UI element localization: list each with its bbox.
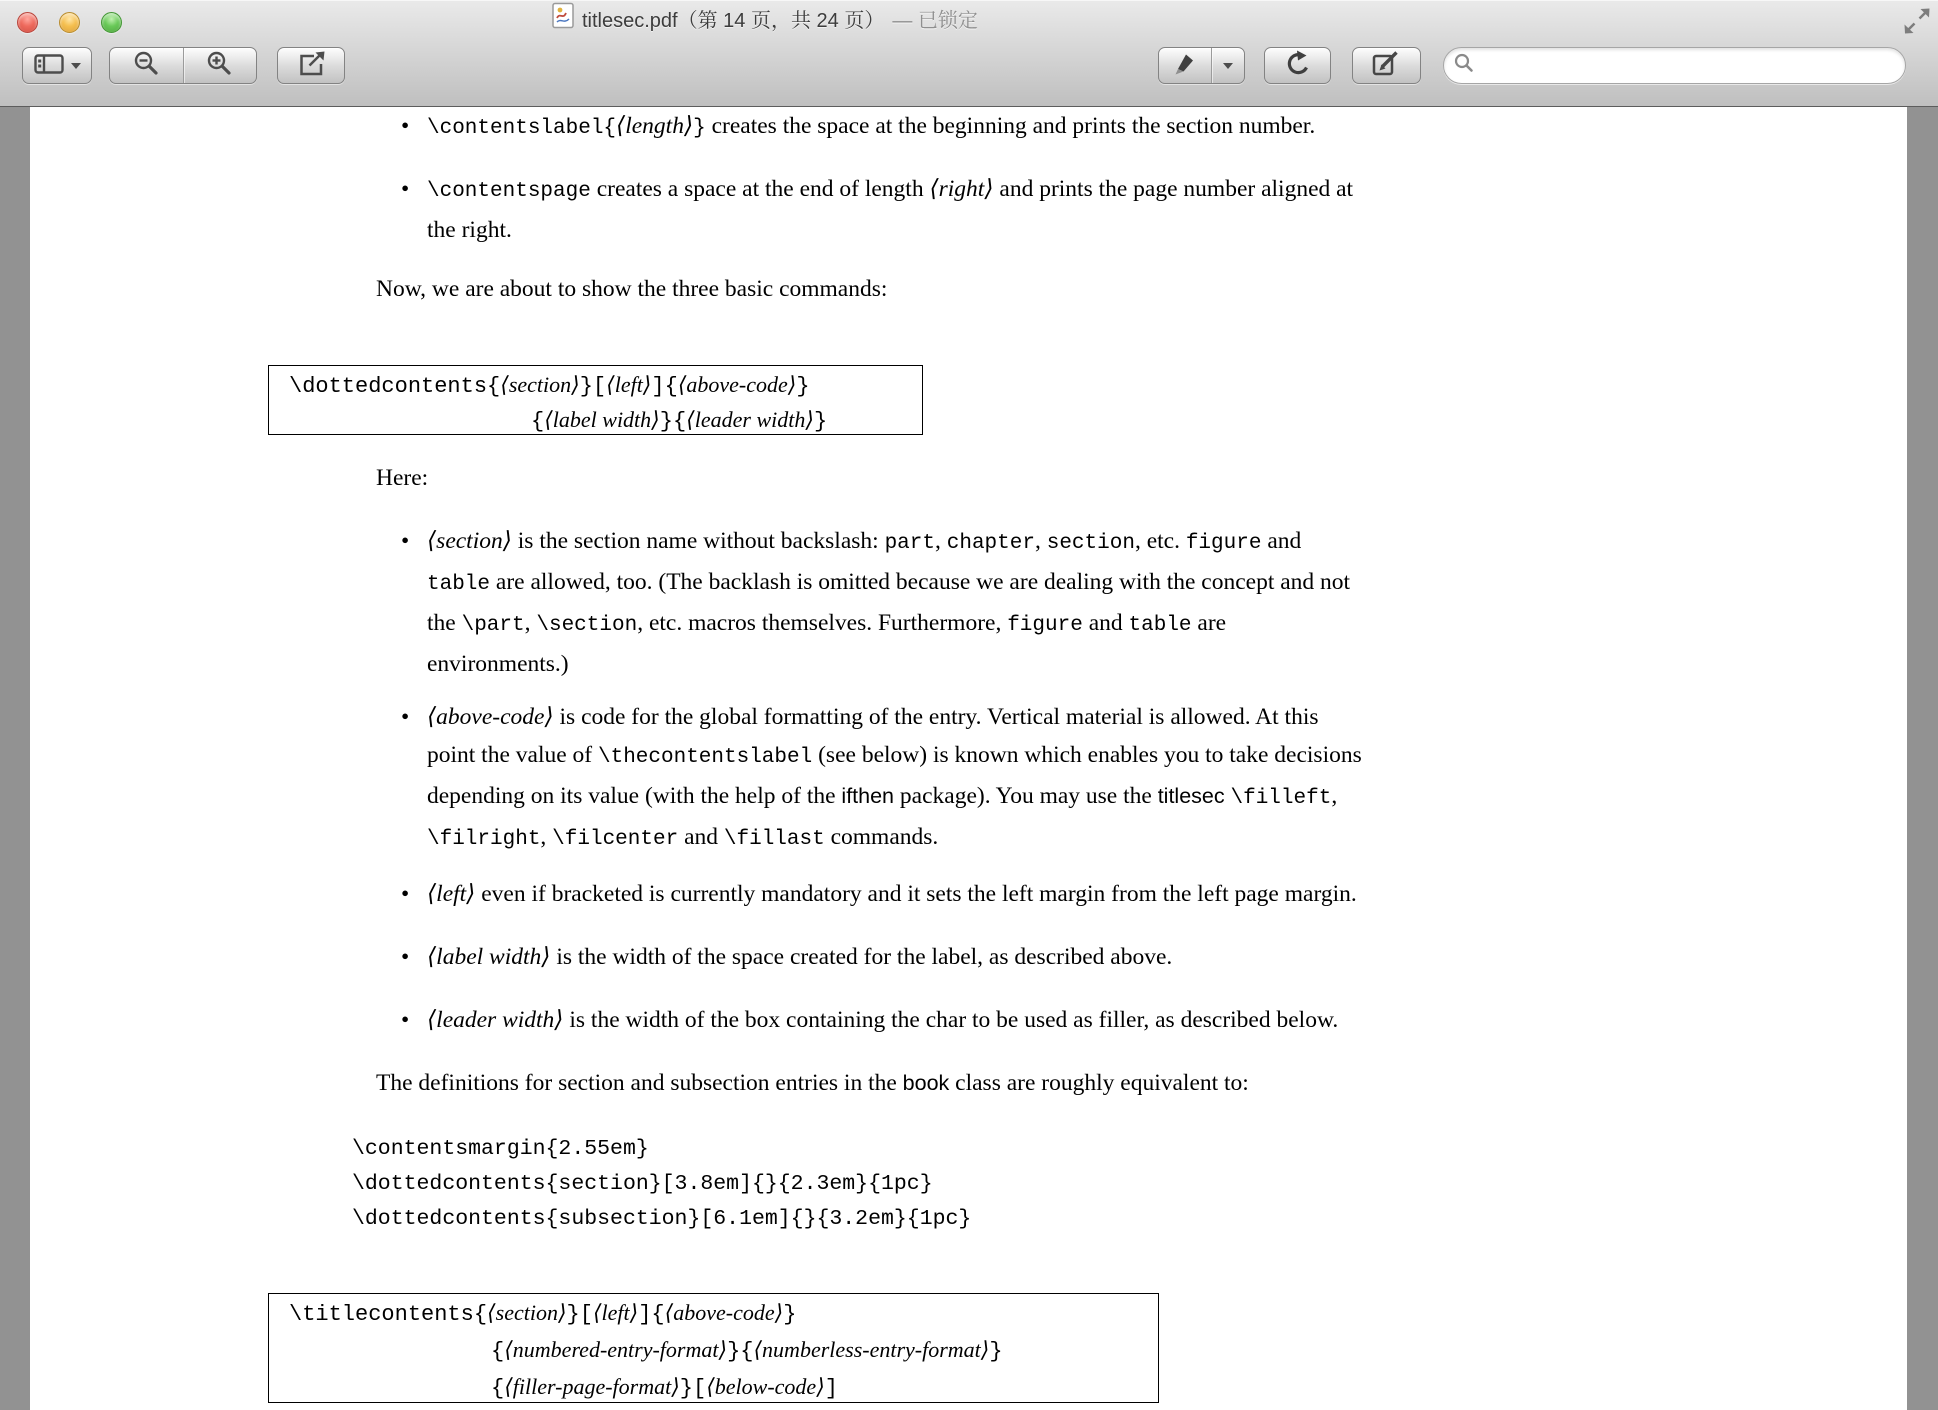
paragraph-now: Now, we are about to show the three basic commands: bbox=[376, 276, 888, 302]
sidebar-toggle-button[interactable] bbox=[22, 47, 92, 84]
code-block: \contentsmargin{2.55em} \dottedcontents{section}[3.8em]{}{2.3em}{1pc} \dottedcontents{subsection}[6.1em]{}{3.2em}{1pc} bbox=[352, 1137, 972, 1231]
close-button[interactable] bbox=[17, 12, 38, 33]
search-icon bbox=[1454, 53, 1474, 78]
markup-button-group bbox=[1158, 47, 1245, 84]
list-item: • \contentspage creates a space at the end of length ⟨right⟩ and prints the page number aligned at the right. bbox=[427, 170, 1353, 249]
search-field[interactable] bbox=[1443, 47, 1906, 84]
highlight-button[interactable] bbox=[1159, 48, 1211, 83]
share-arrow-icon bbox=[296, 50, 327, 82]
window-chrome bbox=[0, 0, 1938, 107]
magnifier-minus-icon bbox=[133, 50, 160, 82]
edit-button[interactable] bbox=[1352, 47, 1421, 84]
markup-dropdown-button[interactable] bbox=[1212, 48, 1244, 83]
zoom-button-group bbox=[109, 47, 257, 84]
sidebar-panel-icon bbox=[34, 54, 64, 81]
bullet-marker: • bbox=[401, 1007, 410, 1033]
chevron-down-icon bbox=[71, 57, 81, 75]
fullscreen-icon[interactable] bbox=[1903, 7, 1931, 35]
list-item: • ⟨leader width⟩ is the width of the box containing the char to be used as filler, as described below. bbox=[427, 1001, 1338, 1039]
zoom-out-button[interactable] bbox=[110, 48, 183, 83]
syntax-box-titlecontents: \titlecontents{⟨section⟩}[⟨left⟩]{⟨above-code⟩} {⟨numbered-entry-format⟩}{⟨numberless-entry-format⟩} {⟨filler-page-format⟩}[⟨below-code⟩] bbox=[268, 1293, 1159, 1403]
pdf-page bbox=[30, 107, 1907, 1410]
magnifier-plus-icon bbox=[206, 50, 233, 82]
title-group bbox=[552, 0, 978, 36]
list-item: • ⟨left⟩ even if bracketed is currently mandatory and it sets the left margin from the left page margin. bbox=[427, 875, 1357, 913]
paragraph-definitions: The definitions for section and subsection entries in the book class are roughly equivalent to: bbox=[376, 1070, 1249, 1096]
search-input[interactable] bbox=[1480, 51, 1905, 81]
bullet-marker: • bbox=[401, 113, 410, 139]
share-button[interactable] bbox=[277, 47, 345, 84]
pencil-square-icon bbox=[1372, 50, 1401, 82]
lock-status-label: — 已锁定 bbox=[892, 9, 978, 32]
rotate-button[interactable] bbox=[1264, 47, 1331, 84]
content-area[interactable] bbox=[0, 107, 1938, 1410]
bullet-marker: • bbox=[401, 176, 410, 202]
chevron-down-icon bbox=[1223, 57, 1233, 75]
list-item: • ⟨above-code⟩ is code for the global formatting of the entry. Vertical material is allowed. At this point the value of \thecontentslabel (see below) is known which enables you to take decisions depending on its value (with the help of the ifthen package). You may use the titlesec \filleft, \filright, \filcenter and \fillast commands. bbox=[427, 698, 1362, 859]
pdf-document-icon bbox=[552, 2, 574, 34]
toolbar bbox=[0, 36, 1938, 106]
marker-pen-icon bbox=[1172, 50, 1198, 81]
rotate-arrow-icon bbox=[1285, 50, 1310, 82]
traffic-lights bbox=[17, 12, 122, 33]
here-label: Here: bbox=[376, 465, 429, 491]
list-item: • \contentslabel{⟨length⟩} creates the space at the beginning and prints the section number. bbox=[427, 107, 1315, 148]
minimize-button[interactable] bbox=[59, 12, 80, 33]
zoom-window-button[interactable] bbox=[101, 12, 122, 33]
bullet-marker: • bbox=[401, 528, 410, 554]
zoom-in-button[interactable] bbox=[184, 48, 257, 83]
bullet-marker: • bbox=[401, 704, 410, 730]
list-item: • ⟨label width⟩ is the width of the space created for the label, as described above. bbox=[427, 938, 1172, 976]
title-bar[interactable] bbox=[0, 0, 1938, 36]
list-item: • ⟨section⟩ is the section name without backslash: part, chapter, section, etc. figure and table are allowed, too. (The backlash is omitted because we are dealing with the concept and not the \part, \section, etc. macros themselves. Furthermore, figure and table are environments.) bbox=[427, 522, 1350, 683]
bullet-marker: • bbox=[401, 944, 410, 970]
syntax-box-dottedcontents: \dottedcontents{⟨section⟩}[⟨left⟩]{⟨above-code⟩} {⟨label width⟩}{⟨leader width⟩} bbox=[268, 365, 923, 435]
window-title: titlesec.pdf（第 14 页，共 24 页） bbox=[582, 9, 885, 32]
bullet-marker: • bbox=[401, 881, 410, 907]
